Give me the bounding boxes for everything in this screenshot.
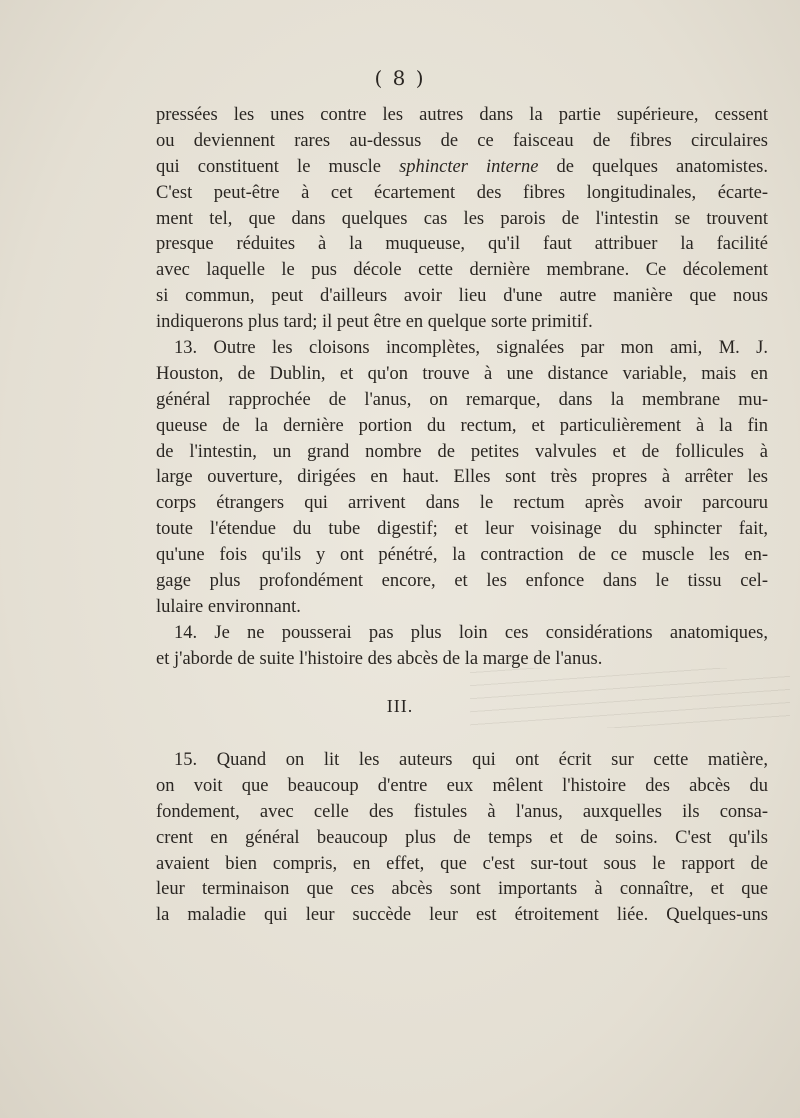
text-line: et j'aborde de suite l'histoire des abcès de la marge de l'anus. (156, 648, 603, 669)
text-run: qui constituent le muscle (156, 156, 400, 177)
text-line: ou deviennent rares au-dessus de ce faisceau de fibres circulaires (156, 130, 768, 151)
text-line-with-italic (156, 155, 768, 181)
text-line: fondement, avec celle des fistules à l'anus, auxquelles ils consa- (156, 801, 768, 822)
italic-term: sphincter interne (399, 156, 539, 177)
text-line: général rapprochée de l'anus, on remarque, dans la membrane mu- (156, 389, 768, 410)
text-line: large ouverture, dirigées en haut. Elles sont très propres à arrêter les (156, 467, 768, 488)
text-line: avaient bien compris, en effet, que c'est sur-tout sous le rapport de (156, 853, 768, 874)
text-line: 14. Je ne pousserai pas plus loin ces considérations anatomiques, (174, 622, 768, 643)
text-line: indiquerons plus tard; il peut être en quelque sorte primitif. (156, 312, 593, 333)
text-line: la maladie qui leur succède leur est étroitement liée. Quelques-uns (156, 905, 768, 926)
text-line: si commun, peut d'ailleurs avoir lieu d'une autre manière que nous (156, 286, 768, 307)
text-line: ment tel, que dans quelques cas les parois de l'intestin se trouvent (156, 208, 768, 229)
paragraph-abscesses (156, 748, 768, 929)
text-line: qu'une fois qu'ils y ont pénétré, la contraction de ce muscle les en- (156, 545, 768, 566)
text-line: gage plus profondément encore, et les enfonce dans le tissu cel- (156, 571, 768, 592)
text-line: avec laquelle le pus décole cette dernière membrane. Ce décolement (156, 260, 768, 281)
text-line: de l'intestin, un grand nombre de petites valvules et de follicules à (156, 441, 768, 462)
text-line: presque réduites à la muqueuse, qu'il faut attribuer la facilité (156, 234, 768, 255)
text-line: 15. Quand on lit les auteurs qui ont écrit sur cette matière, (174, 750, 768, 770)
text-run: de quelques anatomistes. (538, 156, 768, 177)
text-line: queuse de la dernière portion du rectum, et particulièrement à la fin (156, 415, 768, 436)
text-line: lulaire environnant. (156, 596, 301, 617)
section-heading: III. (386, 696, 414, 716)
text-line: pressées les unes contre les autres dans la partie supérieure, cessent (156, 105, 768, 125)
text-line: Houston, de Dublin, et qu'on trouve à une distance variable, mais en (156, 363, 768, 384)
text-line: 13. Outre les cloisons incomplètes, signalées par mon ami, M. J. (174, 338, 768, 359)
paragraphs-anatomy (156, 103, 768, 673)
text-line: leur terminaison que ces abcès sont importants à connaître, et que (156, 879, 768, 900)
text-line: corps étrangers qui arrivent dans le rectum après avoir parcouru (156, 493, 768, 514)
text-line: crent en général beaucoup plus de temps et de soins. C'est qu'ils (156, 827, 768, 848)
page-number: ( 8 ) (374, 66, 426, 90)
text-line: C'est peut-être à cet écartement des fibres longitudinales, écarte- (156, 182, 768, 203)
text-line: on voit que beaucoup d'entre eux mêlent l'histoire des abcès du (156, 775, 768, 796)
text-line: toute l'étendue du tube digestif; et leur voisinage du sphincter fait, (156, 519, 768, 540)
